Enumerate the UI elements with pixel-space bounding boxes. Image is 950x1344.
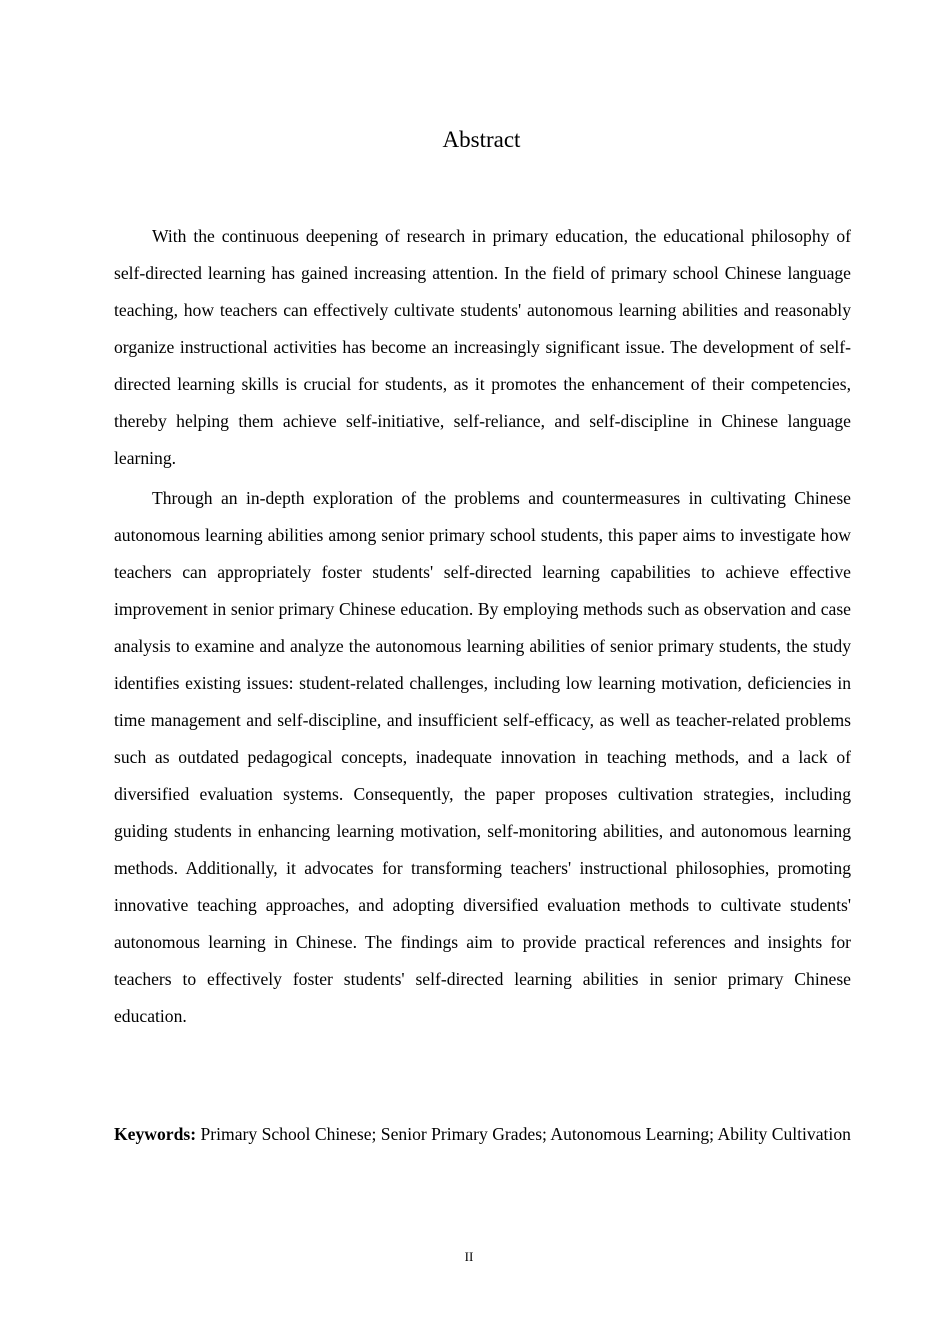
keywords-label: Keywords: [114,1124,197,1144]
abstract-paragraph-2: Through an in-depth exploration of the problems and countermeasures in cultivating Chinese autonomous learning abilities among senior primary school students, this paper aims to investigate how teachers can appropriately foster students' self-directed learning capabilities to achieve effective improvement in senior primary Chinese education. By employing methods such as observation and case analysis to examine and analyze the autonomous learning abilities of senior primary students, the study identifies existing issues: student-related challenges, including low learning motivation, deficiencies in time management and self-discipline, and insufficient self-efficacy, as well as teacher-related problems such as outdated pedagogical concepts, inadequate innovation in teaching methods, and a lack of diversified evaluation systems. Consequently, the paper proposes cultivation strategies, including guiding students in enhancing learning motivation, self-monitoring abilities, and autonomous learning methods. Additionally, it advocates for transforming teachers' instructional philosophies, promoting innovative teaching approaches, and adopting diversified evaluation methods to cultivate students' autonomous learning in Chinese. The findings aim to provide practical references and insights for teachers to effectively foster students' self-directed learning abilities in senior primary Chinese education. [114,488,851,1026]
page-number: II [464,1249,474,1264]
abstract-paragraph-1: With the continuous deepening of research in primary education, the educational philosophy of self-directed learning has gained increasing attention. In the field of primary school Chinese language teaching, how teachers can effectively cultivate students' autonomous learning abilities and reasonably organize instructional activities has become an increasingly significant issue. The development of self-directed learning skills is crucial for students, as it promotes the enhancement of their competencies, thereby helping them achieve self-initiative, self-reliance, and self-discipline in Chinese language learning. [114,226,851,468]
abstract-title: Abstract [442,127,521,152]
abstract-body [114,218,851,1038]
keywords-text: Primary School Chinese; Senior Primary Grades; Autonomous Learning; Ability Cultivation [196,1124,851,1144]
keywords-line [114,1117,851,1151]
